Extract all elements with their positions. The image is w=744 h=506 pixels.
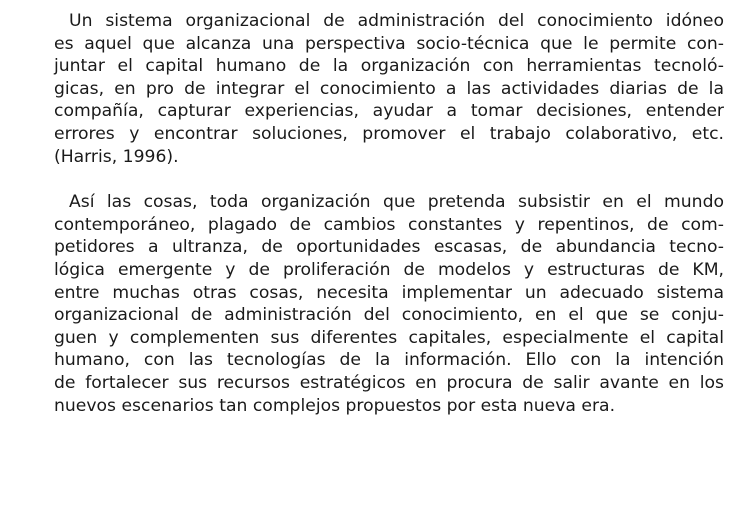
text-line: contemporáneo, plagado de cambios constantes y repentinos, de com- (54, 214, 724, 235)
text-line: guen y complementen sus diferentes capitales, especialmente el capital (54, 327, 724, 348)
text-line: compañía, capturar experiencias, ayudar a tomar decisiones, entender (54, 101, 724, 122)
text-line: de fortalecer sus recursos estratégicos en procura de salir avante en los (54, 372, 724, 393)
text-line: humano, con las tecnologías de la información. Ello con la intención (54, 350, 724, 371)
text-line: organizacional de administración del conocimiento, en el que se conju- (54, 305, 724, 326)
text-line: es aquel que alcanza una perspectiva socio-técnica que le permite con- (54, 33, 724, 54)
document-page (54, 10, 724, 417)
text-line: entre muchas otras cosas, necesita implementar un adecuado sistema (54, 282, 724, 303)
paragraph-2 (54, 191, 724, 417)
text-line: Así las cosas, toda organización que pretenda subsistir en el mundo (69, 192, 724, 213)
text-line: juntar el capital humano de la organización con herramientas tecnoló- (54, 56, 724, 77)
text-line: Un sistema organizacional de administración del conocimiento idóneo (69, 11, 724, 31)
text-line: nuevos escenarios tan complejos propuestos por esta nueva era. (54, 395, 616, 416)
text-line: lógica emergente y de proliferación de modelos y estructuras de KM, (54, 259, 724, 280)
paragraph-1 (54, 10, 724, 168)
text-line: (Harris, 1996). (54, 146, 179, 167)
text-line: petidores a ultranza, de oportunidades escasas, de abundancia tecno- (54, 237, 724, 258)
text-line: gicas, en pro de integrar el conocimiento a las actividades diarias de la (54, 78, 724, 99)
text-line: errores y encontrar soluciones, promover el trabajo colaborativo, etc. (54, 123, 724, 144)
